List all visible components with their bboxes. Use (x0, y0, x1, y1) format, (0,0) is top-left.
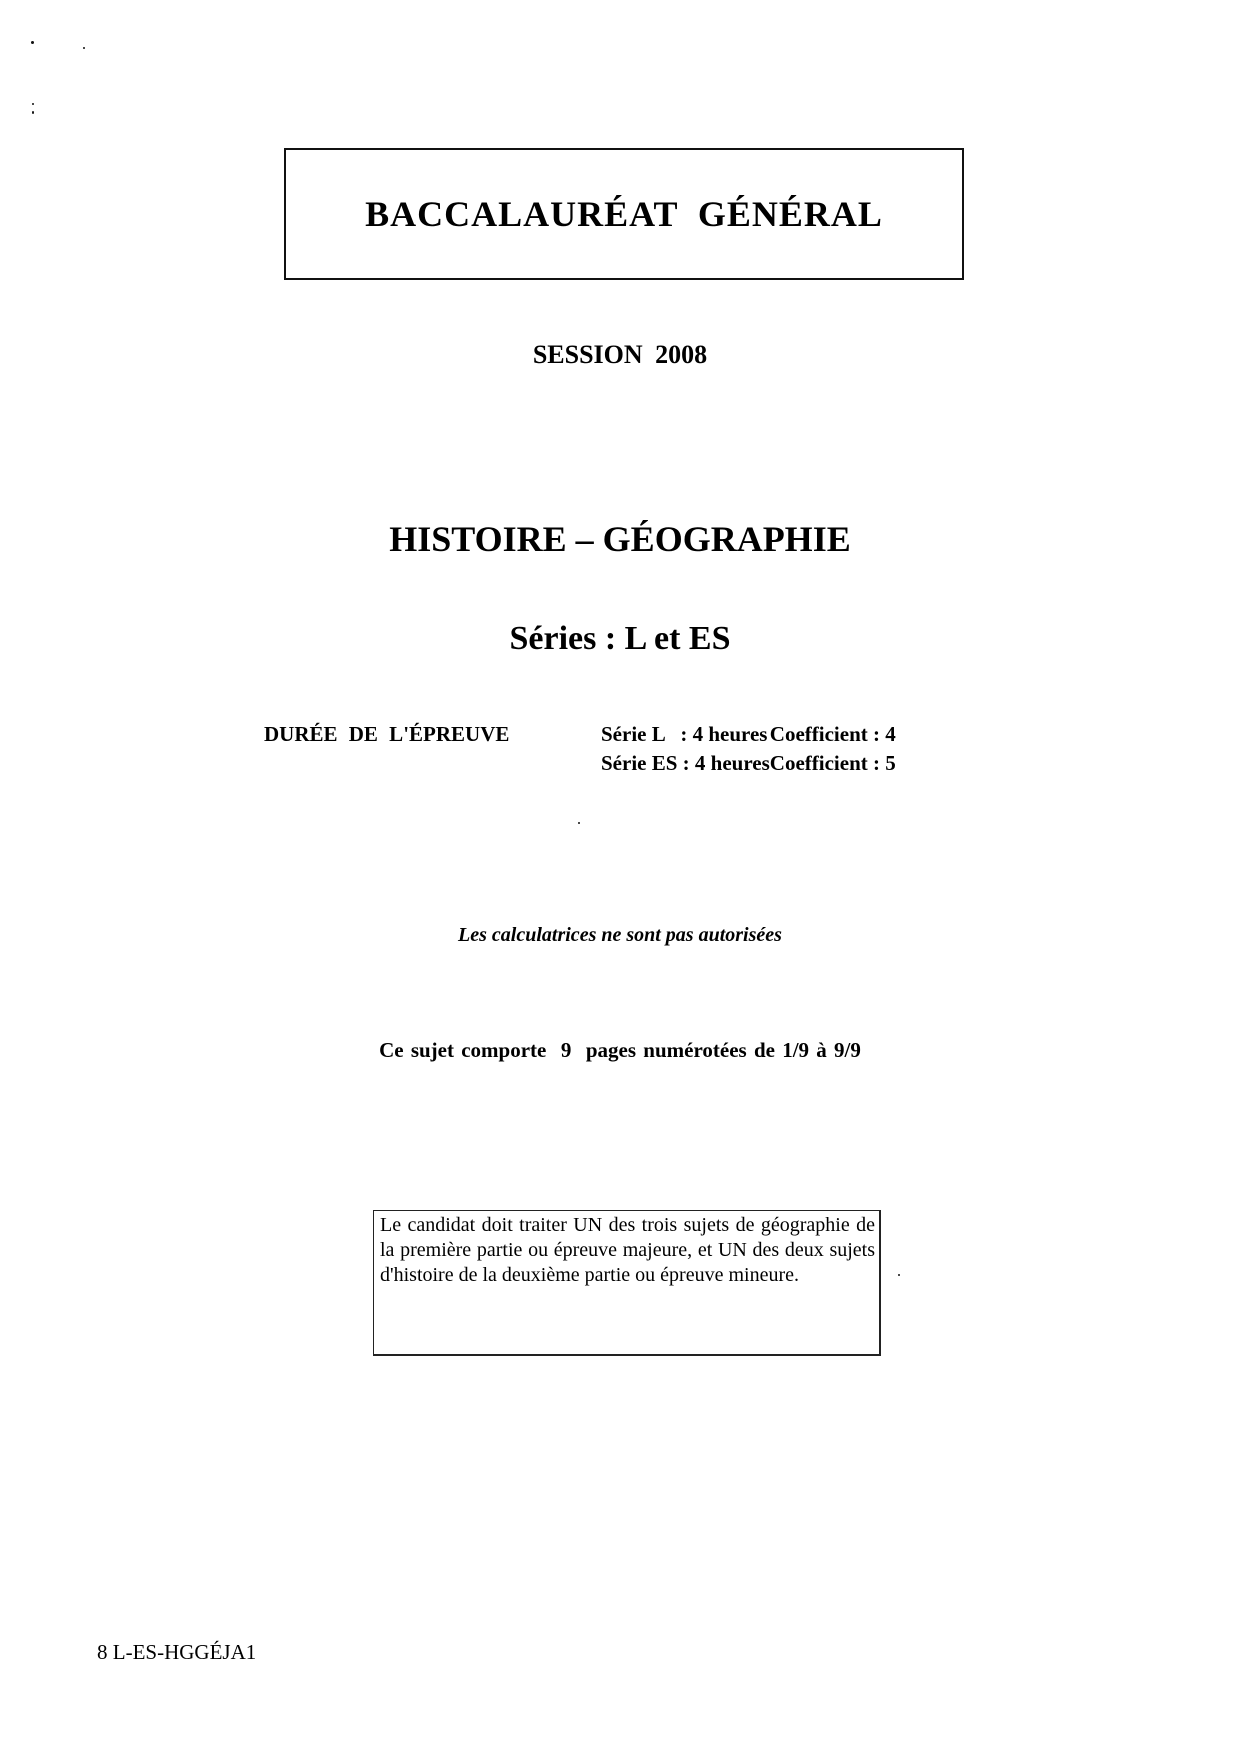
subject-title: HISTOIRE – GÉOGRAPHIE (389, 519, 851, 559)
duration-label: DURÉE DE L'ÉPREUVE (264, 722, 510, 746)
series-label: Séries : L et ES (509, 620, 731, 657)
session-label: SESSION 2008 (532, 340, 708, 369)
duration-serie: Série L : 4 heures (601, 722, 768, 746)
scan-speck (83, 47, 85, 49)
duration-serie: Série ES : 4 heures (601, 751, 770, 775)
duration-row (601, 751, 896, 780)
instruction-box (373, 1210, 881, 1356)
scan-speck (32, 111, 34, 114)
document-code: 8 L-ES-HGGÉJA1 (97, 1640, 257, 1664)
calculator-note: Les calculatrices ne sont pas autorisées (458, 924, 782, 946)
instruction-text: Le candidat doit traiter UN des trois sujets de géographie de la première partie ou épreuve majeure, et UN des deux sujets d'histoire de la deuxième partie ou épreuve mineure. (380, 1214, 875, 1286)
page-count-note: Ce sujet comporte 9 pages numérotées de 1/9 à 9/9 (379, 1038, 861, 1062)
duration-coefficient: Coefficient : 5 (769, 751, 896, 775)
scan-speck (578, 822, 580, 824)
exam-title: BACCALAURÉAT GÉNÉRAL (365, 194, 883, 234)
scan-speck (898, 1274, 900, 1276)
duration-row (601, 722, 896, 751)
scan-speck (32, 103, 34, 105)
exam-title-box (284, 148, 964, 280)
duration-table (601, 722, 896, 780)
scan-speck (31, 41, 34, 44)
duration-coefficient: Coefficient : 4 (769, 722, 896, 746)
